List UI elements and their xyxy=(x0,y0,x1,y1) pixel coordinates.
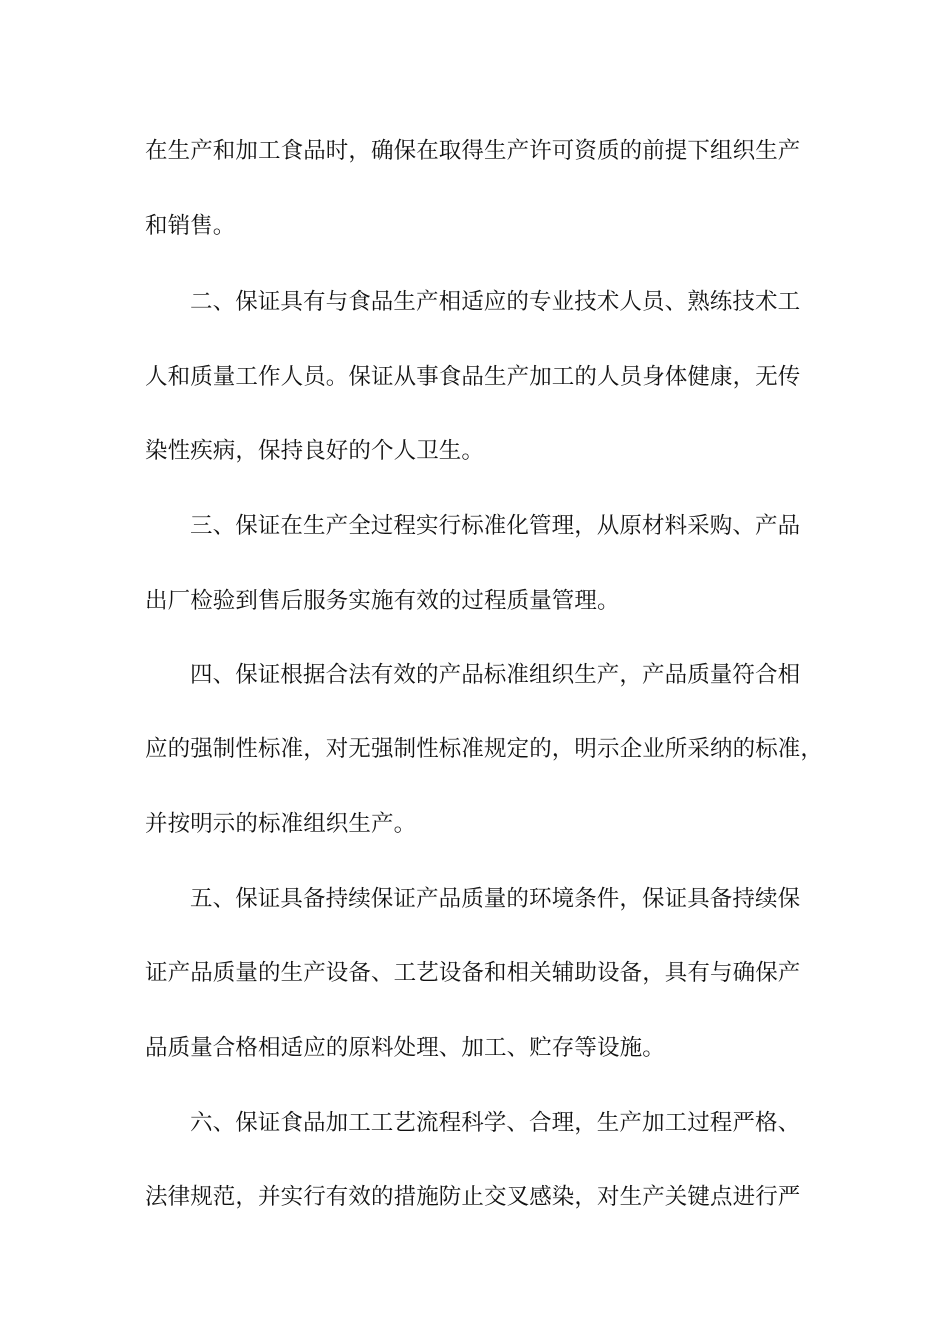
text-line: 人和质量工作人员。保证从事食品生产加工的人员身体健康，无传 xyxy=(145,364,801,390)
paragraph-start-line: 三、保证在生产全过程实行标准化管理，从原材料采购、产品 xyxy=(190,513,801,539)
paragraph-start-line: 六、保证食品加工工艺流程科学、合理，生产加工过程严格、 xyxy=(190,1110,801,1136)
paragraph-start-line: 四、保证根据合法有效的产品标准组织生产，产品质量符合相 xyxy=(190,662,801,688)
paragraph-start-line: 五、保证具备持续保证产品质量的环境条件，保证具备持续保 xyxy=(190,886,801,912)
text-line: 和销售。 xyxy=(145,213,236,239)
text-line: 证产品质量的生产设备、工艺设备和相关辅助设备，具有与确保产 xyxy=(145,960,801,986)
text-line: 染性疾病，保持良好的个人卫生。 xyxy=(145,438,485,464)
text-line: 应的强制性标准，对无强制性标准规定的，明示企业所采纳的标准， xyxy=(145,736,824,762)
text-line: 在生产和加工食品时，确保在取得生产许可资质的前提下组织生产 xyxy=(145,138,801,164)
text-line: 并按明示的标准组织生产。 xyxy=(145,811,417,837)
text-line: 法律规范，并实行有效的措施防止交叉感染，对生产关键点进行严 xyxy=(145,1184,801,1210)
paragraph-start-line: 二、保证具有与食品生产相适应的专业技术人员、熟练技术工 xyxy=(190,289,801,315)
text-line: 出厂检验到售后服务实施有效的过程质量管理。 xyxy=(145,588,620,614)
text-line: 品质量合格相适应的原料处理、加工、贮存等设施。 xyxy=(145,1035,665,1061)
